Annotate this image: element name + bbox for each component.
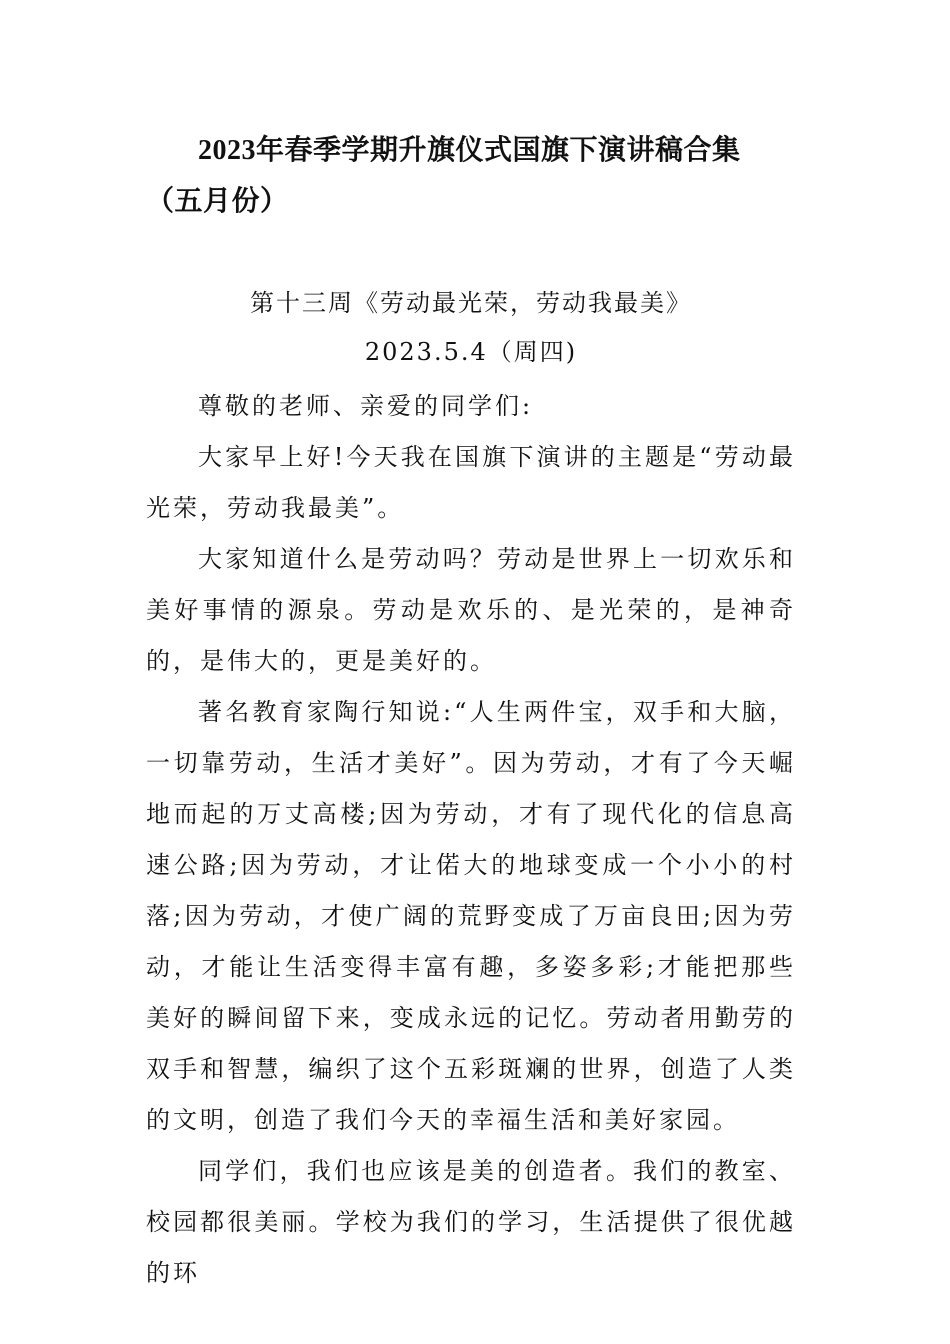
document-title: 2023年春季学期升旗仪式国旗下演讲稿合集（五月份）	[146, 135, 741, 217]
paragraph-opening: 大家早上好!今天我在国旗下演讲的主题是“劳动最光荣，劳动我最美”。	[146, 443, 796, 522]
paragraph-creators-of-beauty: 同学们，我们也应该是美的创造者。我们的教室、校园都很美丽。学校为我们的学习，生活提供了很优越的环	[146, 1157, 796, 1287]
speech-body	[146, 381, 796, 1299]
paragraph-what-is-labor: 大家知道什么是劳动吗？劳动是世界上一切欢乐和美好事情的源泉。劳动是欢乐的、是光荣的，是神奇的，是伟大的，更是美好的。	[146, 545, 796, 675]
speech-date: 2023.5.4（周四)	[364, 338, 578, 366]
speech-heading: 第十三周《劳动最光荣，劳动我最美》	[250, 289, 692, 317]
paragraph-greeting: 尊敬的老师、亲爱的同学们:	[198, 392, 534, 420]
paragraph-tao-xingzhi-quote: 著名教育家陶行知说:“人生两件宝，双手和大脑，一切靠劳动，生活才美好”。因为劳动，才有了今天崛地而起的万丈高楼;因为劳动，才有了现代化的信息高速公路;因为劳动，才让偌大的地球变成一个小小的村落;因为劳动，才使广阔的荒野变成了万亩良田;因为劳动，才能让生活变得丰富有趣，多姿多彩;才能把那些美好的瞬间留下来，变成永远的记忆。劳动者用勤劳的双手和智慧，编织了这个五彩斑斓的世界，创造了人类的文明，创造了我们今天的幸福生活和美好家园。	[146, 698, 796, 1134]
